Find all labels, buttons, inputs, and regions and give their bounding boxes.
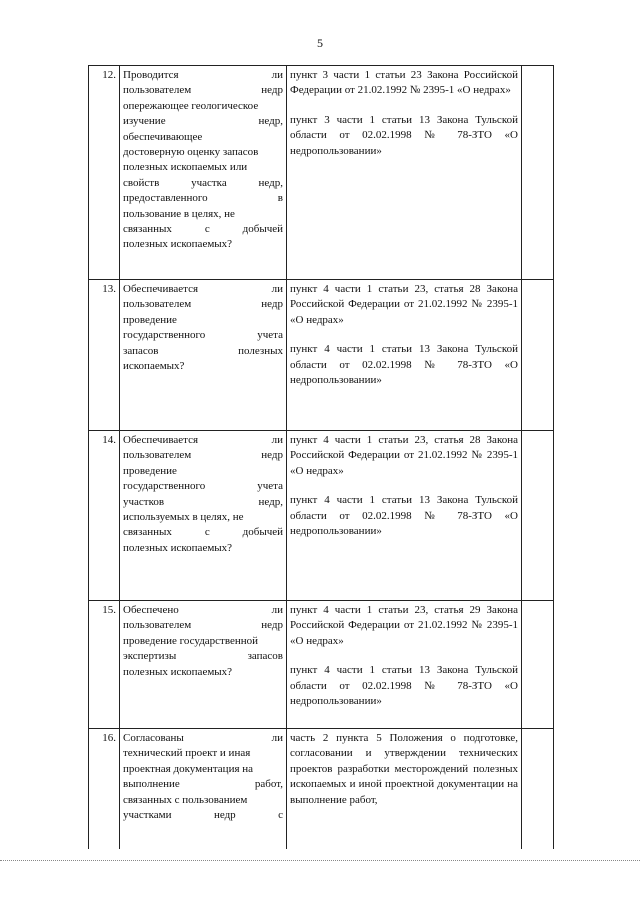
question-word: Обеспечено bbox=[123, 604, 179, 616]
table-row bbox=[89, 66, 554, 280]
table-row bbox=[89, 431, 554, 601]
question-line bbox=[123, 145, 283, 160]
question-word: технический проект и иная bbox=[123, 747, 251, 760]
question-word: работ, bbox=[254, 778, 283, 791]
question-word: проектная документация на bbox=[123, 762, 254, 775]
answer-cell bbox=[522, 601, 554, 729]
question-cell bbox=[120, 66, 287, 280]
legal-reference-cell bbox=[287, 280, 522, 431]
legal-reference: пункт 3 части 1 статьи 13 Закона Тульской области от 02.02.1998 № 78-ЗТО «О недропользовании» bbox=[290, 113, 518, 157]
question-line bbox=[123, 479, 283, 494]
question-word: изучение bbox=[123, 115, 166, 128]
checklist-rows bbox=[89, 66, 554, 850]
question-word: экспертизы bbox=[123, 650, 177, 663]
question-word: участками bbox=[123, 809, 172, 822]
question-line bbox=[123, 222, 283, 237]
question-line bbox=[123, 618, 283, 633]
question-word: полезных ископаемых или bbox=[123, 161, 248, 174]
question-word: недр bbox=[261, 84, 283, 97]
question-word: полезных ископаемых? bbox=[123, 541, 233, 554]
question-line bbox=[123, 793, 283, 808]
row-number: 13. bbox=[89, 280, 120, 431]
question-line bbox=[123, 433, 283, 448]
answer-cell bbox=[522, 66, 554, 280]
answer-cell bbox=[522, 431, 554, 601]
table-row bbox=[89, 729, 554, 850]
question-line bbox=[123, 649, 283, 664]
legal-reference: пункт 4 части 1 статьи 23, статья 28 Закона Российской Федерации от 21.02.1992 № 2395-1 «О недрах» bbox=[290, 283, 518, 326]
question-line bbox=[123, 808, 283, 823]
table-row bbox=[89, 601, 554, 729]
question-word: участка bbox=[191, 176, 227, 189]
question-word: с bbox=[204, 223, 210, 236]
question-line bbox=[123, 448, 283, 463]
question-word: опережающее геологическое bbox=[123, 99, 259, 112]
question-line bbox=[123, 525, 283, 540]
question-line bbox=[123, 495, 283, 510]
question-word: пользователем bbox=[123, 619, 192, 632]
question-word: с bbox=[278, 809, 284, 822]
question-word: ли bbox=[271, 604, 283, 616]
question-word: недр, bbox=[258, 115, 283, 128]
question-line bbox=[123, 282, 283, 297]
question-line bbox=[123, 328, 283, 343]
question-word: ли bbox=[271, 732, 283, 744]
legal-reference: пункт 3 части 1 статьи 23 Закона Российской Федерации от 21.02.1992 № 2395-1 «О недрах» bbox=[290, 69, 518, 97]
question-word: запасов bbox=[123, 344, 159, 357]
question-line bbox=[123, 297, 283, 312]
question-word: Обеспечивается bbox=[123, 283, 199, 295]
question-word: учета bbox=[257, 480, 283, 493]
question-word: ли bbox=[271, 434, 283, 446]
question-word: полезных ископаемых? bbox=[123, 665, 233, 678]
question-line bbox=[123, 634, 283, 649]
question-word: ископаемых? bbox=[123, 360, 185, 373]
table-row bbox=[89, 280, 554, 431]
legal-reference-cell bbox=[287, 601, 522, 729]
answer-cell bbox=[522, 280, 554, 431]
checklist-table bbox=[88, 65, 554, 849]
row-number: 12. bbox=[89, 66, 120, 280]
question-word: учета bbox=[257, 329, 283, 342]
legal-reference: пункт 4 части 1 статьи 13 Закона Тульской области от 02.02.1998 № 78-ЗТО «О недропользовании» bbox=[290, 343, 518, 387]
legal-reference-cell bbox=[287, 431, 522, 601]
page-number: 5 bbox=[317, 36, 323, 50]
question-word: ли bbox=[271, 283, 283, 295]
question-cell bbox=[120, 280, 287, 431]
legal-reference: часть 2 пункта 5 Положения о подготовке, согласовании и утверждении технических проектов разработки месторождений полезных ископаемых и иной проектной документации на выполнение работ, bbox=[290, 732, 518, 806]
scan-artifact-line bbox=[0, 860, 640, 862]
question-word: проведение bbox=[123, 313, 177, 326]
question-line bbox=[123, 762, 283, 777]
question-line bbox=[123, 777, 283, 792]
question-line bbox=[123, 83, 283, 98]
question-word: обеспечивающее bbox=[123, 130, 203, 143]
question-word: Проводится bbox=[123, 69, 179, 81]
question-word: ли bbox=[271, 69, 283, 81]
question-word: недр, bbox=[258, 495, 283, 508]
question-word: связанных с пользованием bbox=[123, 793, 248, 806]
question-line bbox=[123, 99, 283, 114]
question-word: государственного bbox=[123, 480, 206, 493]
question-word: пользователем bbox=[123, 298, 192, 311]
question-line bbox=[123, 359, 283, 374]
question-word: запасов bbox=[247, 650, 283, 663]
question-line bbox=[123, 603, 283, 618]
question-line bbox=[123, 344, 283, 359]
question-word: связанных bbox=[123, 526, 172, 539]
question-word: недр bbox=[261, 449, 283, 462]
question-word: используемых в целях, не bbox=[123, 511, 244, 524]
legal-reference-cell bbox=[287, 729, 522, 850]
question-word: проведение государственной bbox=[123, 634, 259, 647]
question-word: в bbox=[277, 192, 283, 205]
question-word: предоставленного bbox=[123, 192, 208, 205]
question-word: Согласованы bbox=[123, 732, 184, 744]
question-word: пользователем bbox=[123, 84, 192, 97]
question-word: свойств bbox=[123, 176, 160, 189]
question-line bbox=[123, 68, 283, 83]
question-word: полезных bbox=[238, 344, 283, 357]
question-word: пользователем bbox=[123, 449, 192, 462]
question-word: добычей bbox=[242, 223, 284, 236]
question-line bbox=[123, 191, 283, 206]
question-word: связанных bbox=[123, 223, 172, 236]
question-word: выполнение bbox=[123, 778, 180, 791]
question-line bbox=[123, 176, 283, 191]
row-number: 14. bbox=[89, 431, 120, 601]
question-word: проведение bbox=[123, 464, 177, 477]
question-word: пользование в целях, не bbox=[123, 207, 235, 220]
question-line bbox=[123, 114, 283, 129]
question-word: недр, bbox=[258, 176, 283, 189]
question-line bbox=[123, 160, 283, 175]
question-word: полезных ископаемых? bbox=[123, 238, 233, 251]
question-word: недр bbox=[213, 809, 236, 822]
legal-reference: пункт 4 части 1 статьи 13 Закона Тульской области от 02.02.1998 № 78-ЗТО «О недропользовании» bbox=[290, 494, 518, 538]
question-word: участков bbox=[123, 495, 165, 508]
question-word: недр bbox=[261, 619, 283, 632]
question-word: недр bbox=[261, 298, 283, 311]
question-line bbox=[123, 130, 283, 145]
question-cell bbox=[120, 729, 287, 850]
question-line bbox=[123, 464, 283, 479]
row-number: 16. bbox=[89, 729, 120, 850]
question-word: государственного bbox=[123, 329, 206, 342]
answer-cell bbox=[522, 729, 554, 850]
question-word: добычей bbox=[242, 526, 284, 539]
legal-reference-cell bbox=[287, 66, 522, 280]
question-line bbox=[123, 746, 283, 761]
question-cell bbox=[120, 601, 287, 729]
legal-reference: пункт 4 части 1 статьи 23, статья 28 Закона Российской Федерации от 21.02.1992 № 2395-1 «О недрах» bbox=[290, 434, 518, 477]
question-line bbox=[123, 237, 283, 252]
question-line bbox=[123, 731, 283, 746]
legal-reference: пункт 4 части 1 статьи 23, статья 29 Закона Российской Федерации от 21.02.1992 № 2395-1 «О недрах» bbox=[290, 604, 518, 647]
question-line bbox=[123, 207, 283, 222]
question-line bbox=[123, 510, 283, 525]
question-cell bbox=[120, 431, 287, 601]
question-word: достоверную оценку запасов bbox=[123, 146, 259, 159]
question-line bbox=[123, 665, 283, 680]
legal-reference: пункт 4 части 1 статьи 13 Закона Тульской области от 02.02.1998 № 78-ЗТО «О недропользовании» bbox=[290, 664, 518, 708]
question-word: Обеспечивается bbox=[123, 434, 199, 446]
row-number: 15. bbox=[89, 601, 120, 729]
question-line bbox=[123, 313, 283, 328]
question-word: с bbox=[204, 526, 210, 539]
question-line bbox=[123, 541, 283, 556]
